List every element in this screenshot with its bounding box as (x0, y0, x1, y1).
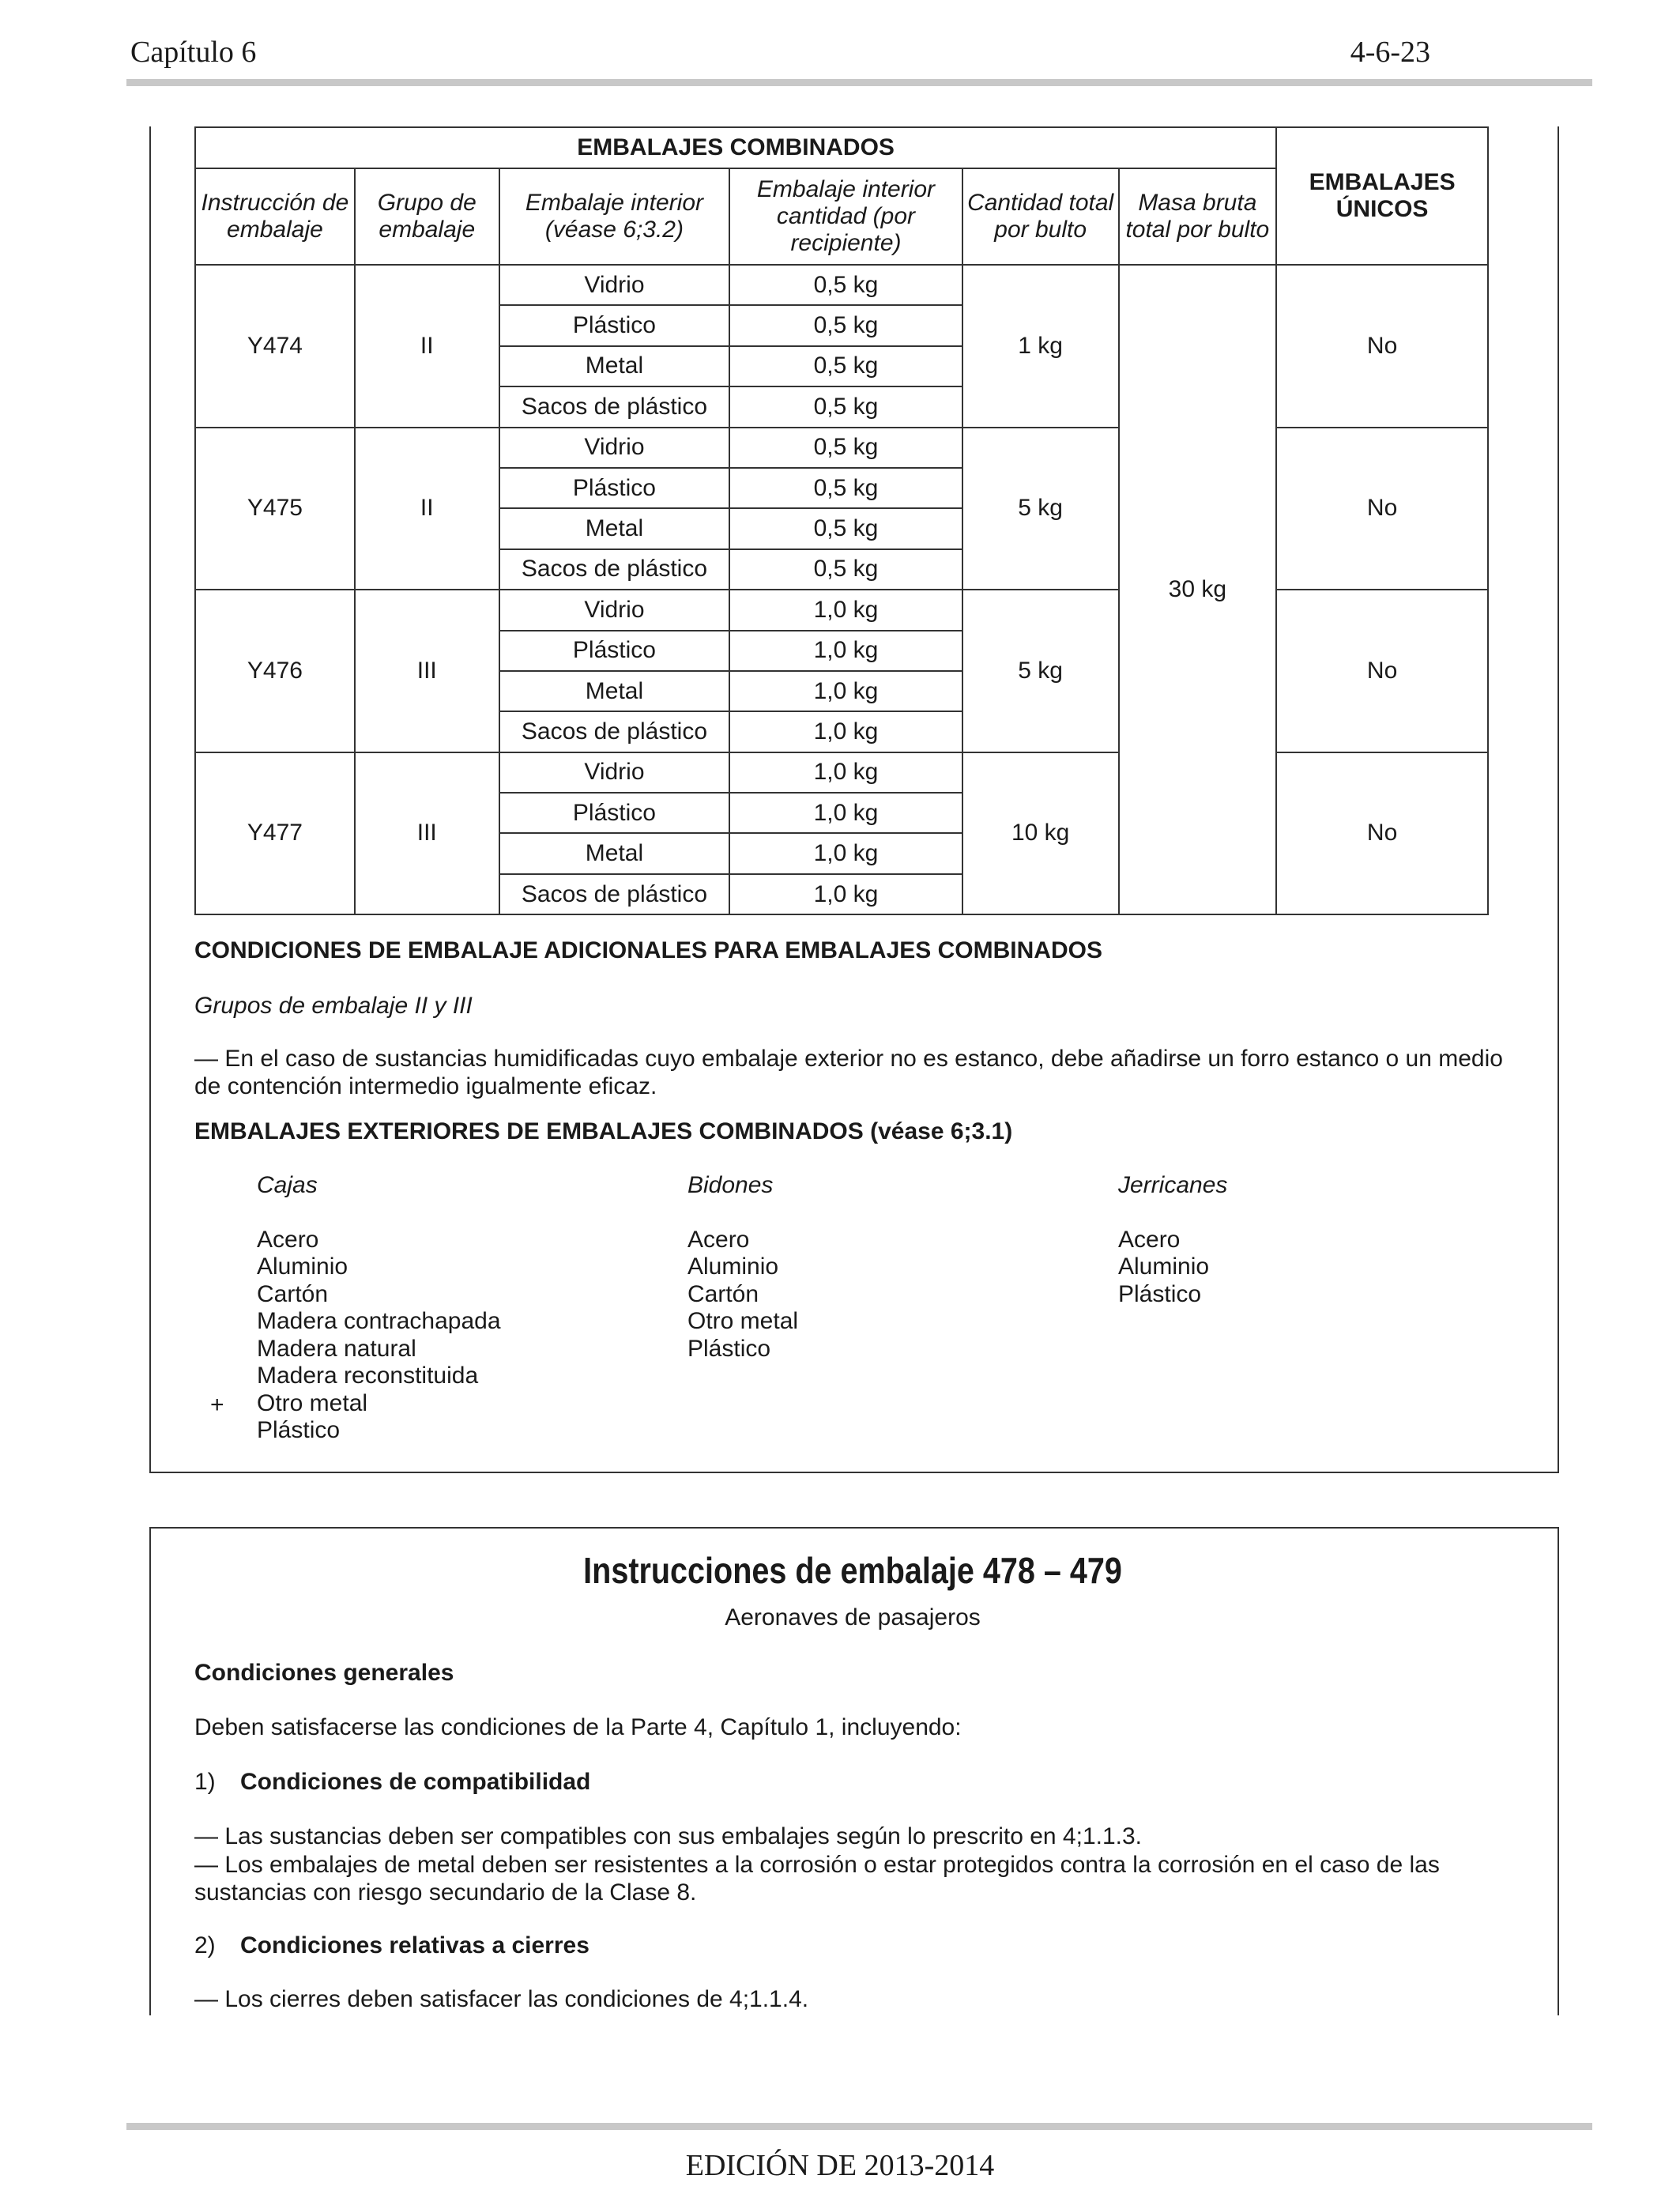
bidones-column (687, 1172, 798, 1363)
amendment-marker: + (210, 1392, 224, 1418)
inner-material-cell: Vidrio (499, 428, 730, 468)
general-conditions-heading: Condiciones generales (194, 1660, 454, 1686)
bidones-item: Acero (687, 1226, 750, 1253)
header-rule (126, 79, 1592, 86)
packing-groups-label: Grupos de embalaje II y III (194, 993, 473, 1019)
packing-group-cell: II (355, 428, 499, 590)
inner-quantity-cell: 1,0 kg (729, 590, 962, 630)
jerricanes-column (1118, 1172, 1227, 1308)
section-title: Instrucciones de embalaje 478 – 479 (583, 1550, 1122, 1591)
inner-quantity-cell: 1,0 kg (729, 631, 962, 671)
inner-quantity-cell: 1,0 kg (729, 874, 962, 914)
inner-quantity-cell: 0,5 kg (729, 549, 962, 590)
total-qty-column-header: Cantidad total por bulto (962, 168, 1119, 265)
table-row (195, 752, 1488, 793)
inner-material-cell: Sacos de plástico (499, 711, 730, 752)
item1-line2: — Los embalajes de metal deben ser resistentes a la corrosión o estar protegidos contra la corrosión en el caso de las sustancias con riesgo secundario de la Clase 8. (194, 1852, 1440, 1906)
inner-quantity-cell: 0,5 kg (729, 386, 962, 427)
inner-material-cell: Plástico (499, 631, 730, 671)
chapter-label: Capítulo 6 (130, 36, 257, 69)
inner-material-cell: Plástico (499, 793, 730, 833)
inner-quantity-cell: 0,5 kg (729, 305, 962, 345)
inner-material-cell: Plástico (499, 468, 730, 508)
section-subtitle: Aeronaves de pasajeros (725, 1604, 981, 1630)
cajas-item: Madera natural (257, 1335, 416, 1362)
total-quantity-cell: 10 kg (962, 752, 1119, 915)
cajas-item: Otro metal (257, 1389, 368, 1416)
packing-group-cell: III (355, 590, 499, 752)
single-packaging-cell: No (1276, 428, 1488, 590)
inner-quantity-cell: 1,0 kg (729, 671, 962, 711)
table-row (195, 428, 1488, 468)
table-row (195, 265, 1488, 305)
inner-quantity-cell: 0,5 kg (729, 428, 962, 468)
inner-column-header: Embalaje interior (véase 6;3.2) (499, 168, 730, 265)
inner-quantity-cell: 0,5 kg (729, 265, 962, 305)
inner-material-cell: Sacos de plástico (499, 386, 730, 427)
gross-mass-column-header: Masa bruta total por bulto (1119, 168, 1277, 265)
cajas-item: Cartón (257, 1280, 329, 1307)
bidones-item: Plástico (687, 1335, 771, 1362)
combined-header: EMBALAJES COMBINADOS (195, 127, 1276, 168)
jerricanes-item: Aluminio (1118, 1253, 1210, 1280)
group-column-header: Grupo de embalaje (355, 168, 499, 265)
packing-table (194, 126, 1489, 915)
cajas-item: Aluminio (257, 1253, 348, 1280)
total-quantity-cell: 5 kg (962, 428, 1119, 590)
inner-quantity-cell: 1,0 kg (729, 793, 962, 833)
cajas-title: Cajas (257, 1172, 318, 1198)
jerricanes-item: Plástico (1118, 1280, 1202, 1307)
page-number: 4-6-23 (1350, 36, 1430, 69)
inner-quantity-cell: 1,0 kg (729, 833, 962, 873)
single-packaging-header: EMBALAJES ÚNICOS (1276, 127, 1488, 265)
single-packaging-cell: No (1276, 752, 1488, 915)
bidones-item: Otro metal (687, 1308, 799, 1334)
inner-material-cell: Metal (499, 508, 730, 548)
item2-number: 2) (194, 1932, 216, 1958)
bidones-item: Cartón (687, 1280, 759, 1307)
instruction-column-header: Instrucción de embalaje (195, 168, 355, 265)
instruction-code-cell: Y475 (195, 428, 355, 590)
general-conditions-text: Deben satisfacerse las condiciones de la Parte 4, Capítulo 1, incluyendo: (194, 1714, 962, 1740)
inner-material-cell: Sacos de plástico (499, 874, 730, 914)
inner-material-cell: Plástico (499, 305, 730, 345)
edition-footer: EDICIÓN DE 2013-2014 (685, 2149, 995, 2182)
item1-title: Condiciones de compatibilidad (240, 1769, 591, 1795)
inner-material-cell: Metal (499, 671, 730, 711)
inner-quantity-cell: 0,5 kg (729, 508, 962, 548)
packing-table-body (195, 265, 1488, 914)
total-quantity-cell: 5 kg (962, 590, 1119, 752)
outer-heading: EMBALAJES EXTERIORES DE EMBALAJES COMBINADOS (véase 6;3.1) (194, 1118, 1013, 1144)
footer-rule (126, 2123, 1592, 2130)
item1-line1: — Las sustancias deben ser compatibles con sus embalajes según lo prescrito en 4;1.1.3. (194, 1823, 1143, 1849)
total-quantity-cell: 1 kg (962, 265, 1119, 428)
instruction-code-cell: Y476 (195, 590, 355, 752)
inner-quantity-cell: 1,0 kg (729, 752, 962, 793)
inner-quantity-cell: 0,5 kg (729, 468, 962, 508)
bidones-title: Bidones (687, 1172, 774, 1198)
jerricanes-title: Jerricanes (1118, 1172, 1228, 1198)
inner-qty-column-header: Embalaje interior cantidad (por recipiente) (729, 168, 962, 265)
instruction-code-cell: Y477 (195, 752, 355, 915)
single-packaging-cell: No (1276, 590, 1488, 752)
packing-group-cell: II (355, 265, 499, 428)
inner-material-cell: Vidrio (499, 265, 730, 305)
inner-material-cell: Sacos de plástico (499, 549, 730, 590)
additional-text: — En el caso de sustancias humidificadas cuyo embalaje exterior no es estanco, debe añadirse un forro estanco o un medio de contención intermedio igualmente eficaz. (194, 1046, 1503, 1099)
packing-group-cell: III (355, 752, 499, 915)
inner-material-cell: Metal (499, 833, 730, 873)
cajas-item: Madera reconstituida (257, 1363, 479, 1389)
item1-number: 1) (194, 1769, 216, 1795)
jerricanes-item: Acero (1118, 1226, 1181, 1253)
gross-mass-cell: 30 kg (1119, 265, 1277, 914)
inner-material-cell: Metal (499, 346, 730, 386)
inner-quantity-cell: 0,5 kg (729, 346, 962, 386)
cajas-item: Plástico (257, 1417, 341, 1443)
bidones-item: Aluminio (687, 1253, 779, 1280)
inner-material-cell: Vidrio (499, 590, 730, 630)
single-packaging-cell: No (1276, 265, 1488, 428)
table-row (195, 590, 1488, 630)
cajas-column (257, 1172, 501, 1445)
instruction-code-cell: Y474 (195, 265, 355, 428)
cajas-item: Acero (257, 1226, 319, 1253)
inner-material-cell: Vidrio (499, 752, 730, 793)
item2-title: Condiciones relativas a cierres (240, 1932, 590, 1958)
inner-quantity-cell: 1,0 kg (729, 711, 962, 752)
additional-heading: CONDICIONES DE EMBALAJE ADICIONALES PARA EMBALAJES COMBINADOS (194, 937, 1102, 963)
item2-line1: — Los cierres deben satisfacer las condiciones de 4;1.1.4. (194, 1986, 809, 2012)
cajas-item: Madera contrachapada (257, 1308, 501, 1334)
